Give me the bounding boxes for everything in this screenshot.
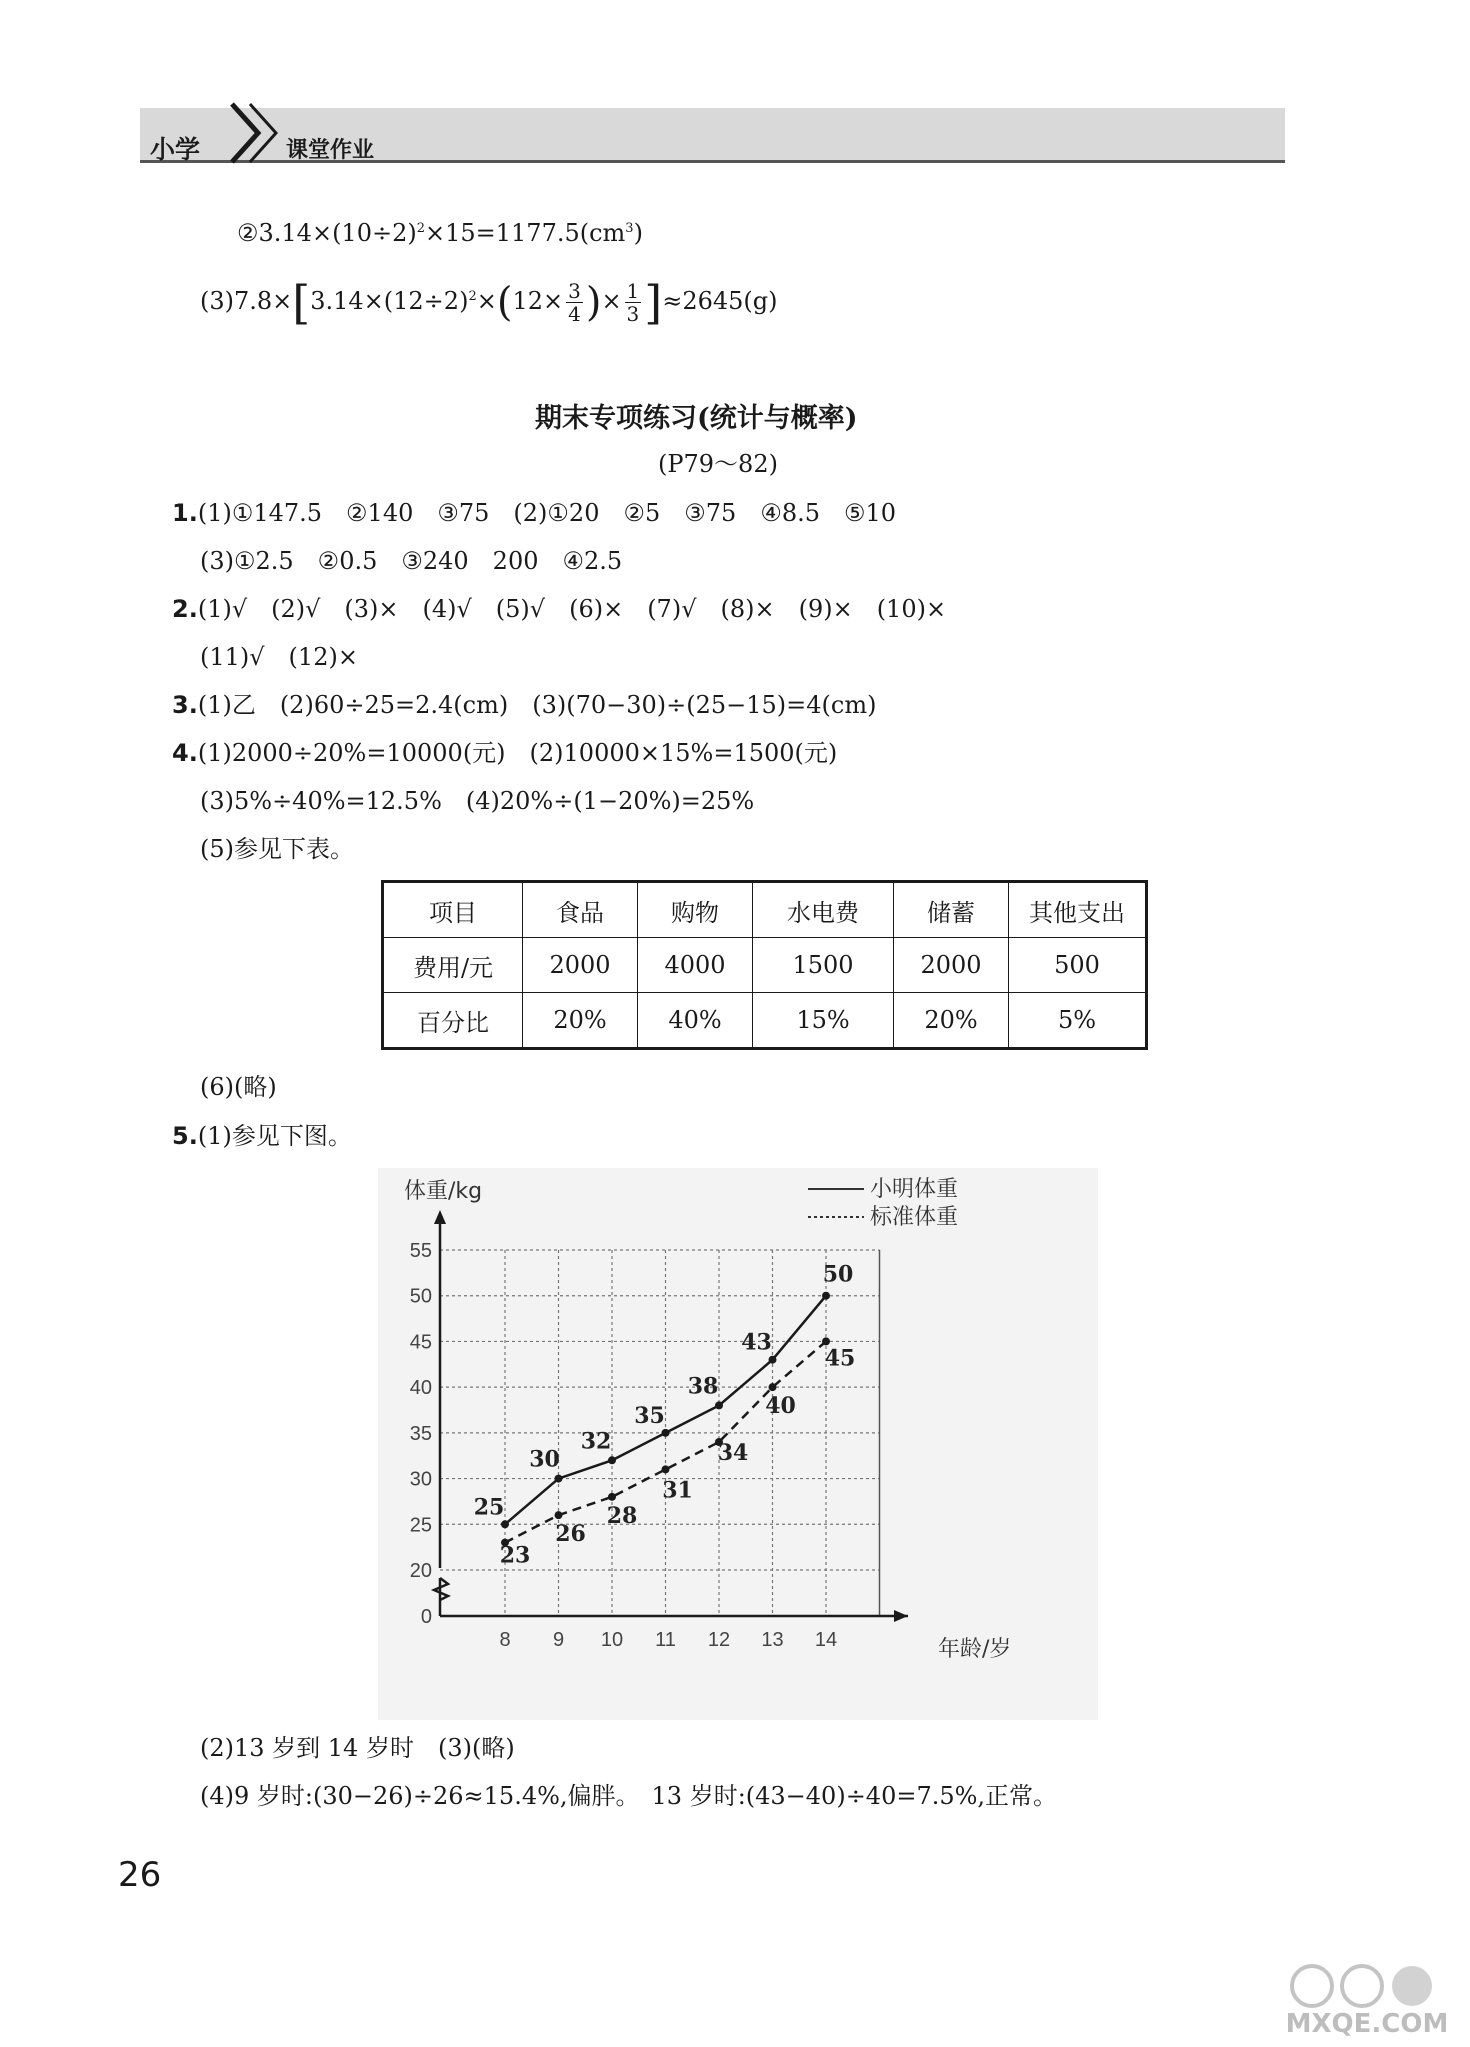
q2-line1: 2.(1)√ (2)√ (3)× (4)√ (5)√ (6)× (7)√ (8)× (9)× (10)×: [172, 595, 947, 623]
x-axis-label: 年龄/岁: [938, 1637, 1012, 1662]
data-label: 35: [634, 1402, 665, 1429]
q4-line1: 4.(1)2000÷20%=10000(元) (2)10000×15%=1500(元): [172, 739, 838, 767]
y-tick-label: 0: [420, 1606, 432, 1628]
table-cell: 百分比: [383, 993, 523, 1049]
section-pages: (P79～82): [658, 450, 778, 478]
data-point: [822, 1337, 830, 1345]
weight-line-chart: [378, 1168, 1098, 1720]
table-cell: 500: [1009, 938, 1147, 993]
table-cell: 购物: [638, 882, 753, 938]
fraction-one-third: $\frac{1}{3}$: [626, 279, 640, 326]
table-cell: 2000: [894, 938, 1009, 993]
y-tick-label: 25: [409, 1514, 432, 1537]
data-point: [608, 1493, 616, 1501]
table-cell: 食品: [523, 882, 638, 938]
legend-label: 标准体重: [870, 1205, 959, 1230]
x-tick-label: 11: [655, 1629, 676, 1651]
q5-line2: (2)13 岁到 14 岁时 (3)(略): [200, 1734, 515, 1762]
data-label: 26: [555, 1521, 586, 1548]
data-point: [662, 1429, 670, 1437]
y-axis-label: 体重/kg: [404, 1179, 483, 1204]
page-number: 26: [118, 1855, 162, 1895]
y-tick-label: 35: [409, 1422, 432, 1445]
data-label: 50: [822, 1261, 854, 1288]
data-point: [662, 1465, 670, 1473]
data-label: 23: [499, 1542, 531, 1569]
data-point: [608, 1456, 616, 1464]
header-series-label: 课堂作业: [286, 138, 375, 163]
data-label: 32: [580, 1428, 612, 1455]
watermark-text: MXQE.COM: [1285, 2009, 1449, 2039]
section-title: 期末专项练习(统计与概率): [535, 403, 858, 434]
q5-line1: 5.(1)参见下图。: [172, 1122, 352, 1150]
q1-line2: (3)①2.5 ②0.5 ③240 200 ④2.5: [200, 547, 623, 575]
data-label: 45: [824, 1345, 856, 1372]
legend-label: 小明体重: [870, 1177, 959, 1202]
header-primary-label: 小学: [150, 135, 201, 164]
double-chevron-icon: [228, 100, 288, 166]
prev-answer-line-b: $(3)7.8\times[3.14\times(12\div 2)^2\times(12\times$ $\frac{3}{4}$ )× $\frac{1}{3}$ ]≈2645(g): [200, 275, 778, 330]
table-cell: 储蓄: [894, 882, 1009, 938]
data-point: [715, 1401, 723, 1409]
watermark-logo: [1272, 1960, 1462, 2040]
data-label: 25: [473, 1494, 505, 1521]
q4-line2: (3)5%÷40%=12.5% (4)20%÷(1−20%)=25%: [200, 787, 755, 815]
y-tick-label: 20: [409, 1560, 432, 1582]
table-cell: 2000: [523, 938, 638, 993]
x-tick-label: 13: [761, 1629, 784, 1651]
table-row: [383, 882, 1147, 938]
table-cell: 4000: [638, 938, 753, 993]
data-label: 28: [606, 1502, 638, 1529]
q2-line2: (11)√ (12)×: [200, 643, 358, 671]
data-label: 40: [765, 1393, 796, 1420]
data-point: [769, 1383, 777, 1391]
x-tick-label: 8: [499, 1629, 511, 1651]
data-label: 43: [741, 1329, 772, 1356]
y-tick-label: 55: [409, 1240, 432, 1262]
prev-answer-line-a: $②3.14\times(10\div 2)^2\times 15=1177.5(cm^3)$: [237, 219, 643, 247]
q4-line4: (6)(略): [200, 1073, 277, 1101]
x-tick-label: 12: [707, 1629, 731, 1651]
table-cell: 5%: [1009, 993, 1147, 1049]
y-tick-label: 30: [409, 1468, 432, 1491]
data-label: 31: [662, 1477, 693, 1504]
data-label: 30: [529, 1446, 560, 1473]
data-label: 38: [687, 1373, 719, 1400]
data-point: [555, 1475, 563, 1483]
data-label: 34: [717, 1440, 749, 1466]
data-point: [501, 1520, 509, 1528]
q5-line3: (4)9 岁时:(30−26)÷26≈15.4%,偏胖。 13 岁时:(43−40)÷40=7.5%,正常。: [200, 1782, 1058, 1810]
q4-line3: (5)参见下表。: [200, 835, 354, 863]
table-cell: 20%: [894, 993, 1009, 1049]
table-cell: 项目: [383, 882, 523, 938]
table-cell: 水电费: [753, 882, 894, 938]
x-tick-label: 9: [552, 1629, 565, 1651]
data-point: [822, 1292, 830, 1300]
x-tick-label: 10: [600, 1629, 624, 1651]
q3-line1: 3.(1)乙 (2)60÷25=2.4(cm) (3)(70−30)÷(25−15)=4(cm): [172, 691, 877, 719]
table-row: [383, 938, 1147, 993]
table-cell: 20%: [523, 993, 638, 1049]
table-row: [383, 993, 1147, 1049]
x-tick-label: 14: [814, 1629, 838, 1651]
y-tick-label: 45: [409, 1331, 432, 1354]
data-point: [769, 1356, 777, 1364]
y-tick-label: 40: [409, 1377, 432, 1400]
y-tick-label: 50: [409, 1285, 432, 1308]
table-cell: 40%: [638, 993, 753, 1049]
table-cell: 其他支出: [1009, 882, 1147, 938]
data-point: [555, 1511, 563, 1519]
table-cell: 1500: [753, 938, 894, 993]
q1-line1: 1.(1)①147.5 ②140 ③75 (2)①20 ②5 ③75 ④8.5 ⑤10: [172, 499, 897, 527]
expense-table: [381, 880, 1148, 1050]
table-cell: 费用/元: [383, 938, 523, 993]
fraction-three-quarters: $\frac{3}{4}$: [568, 279, 581, 326]
table-cell: 15%: [753, 993, 894, 1049]
